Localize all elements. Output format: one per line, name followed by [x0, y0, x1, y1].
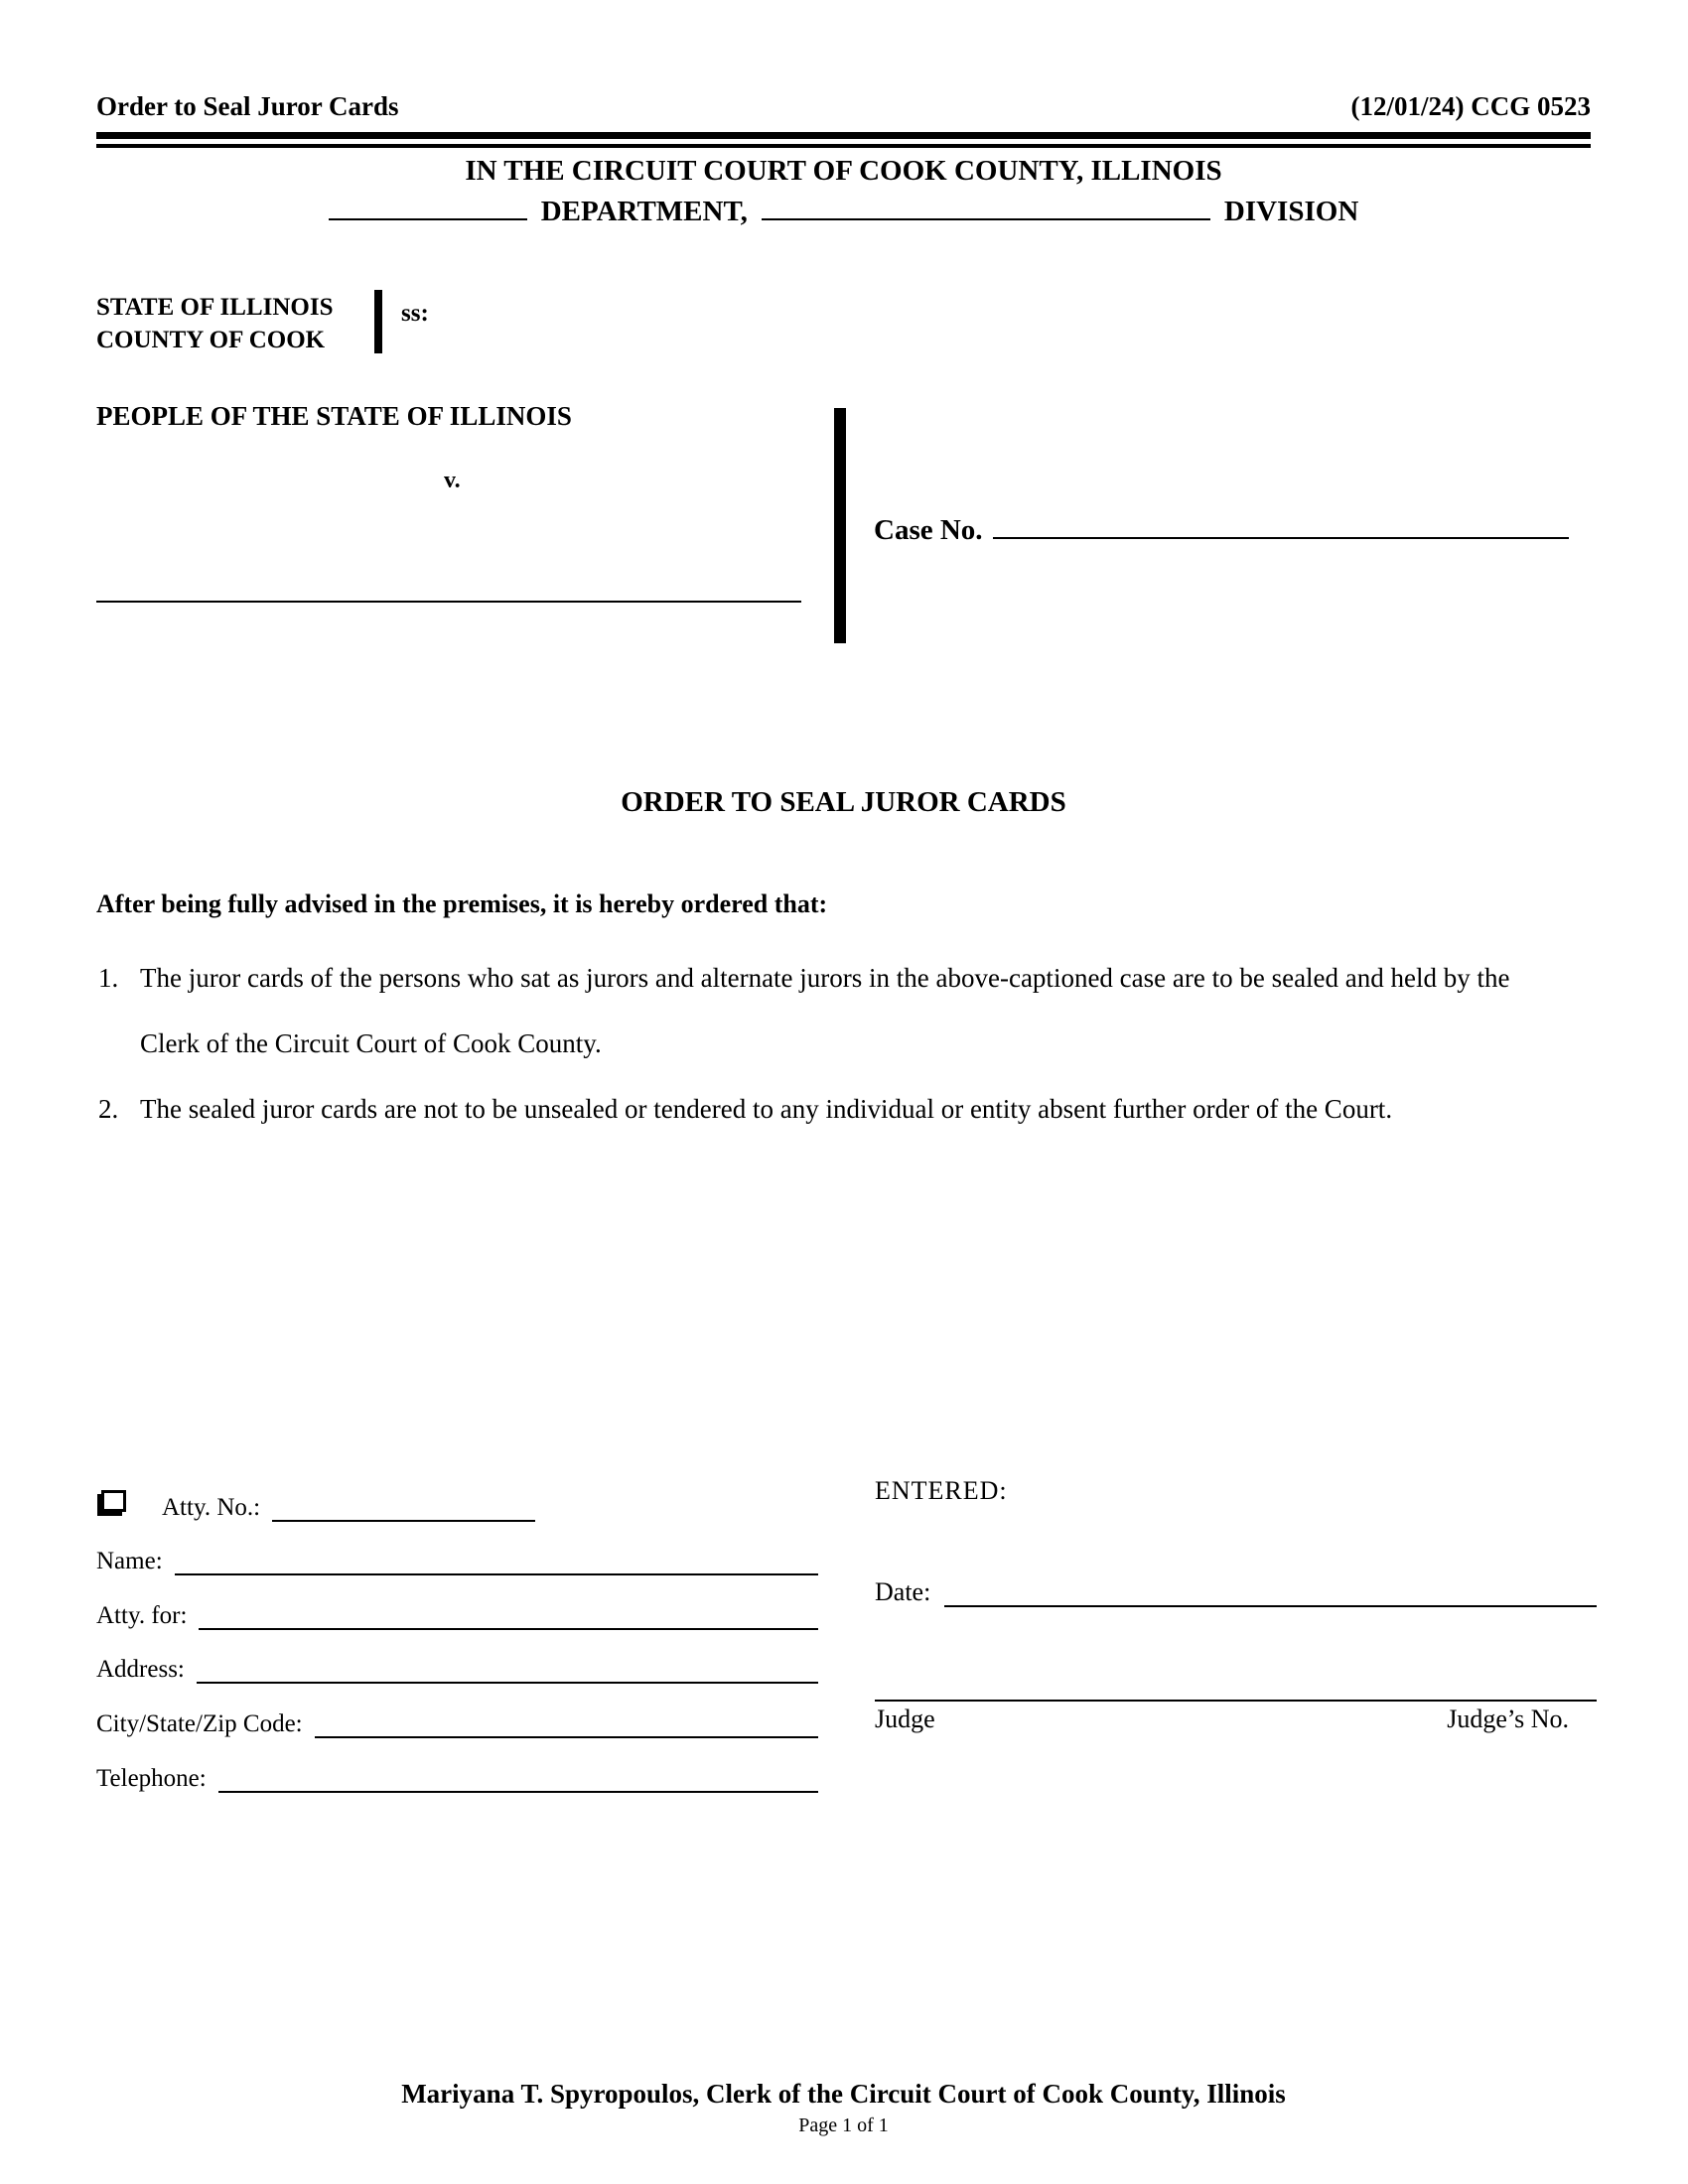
date-row	[875, 1573, 1597, 1607]
telephone-label: Telephone:	[96, 1764, 207, 1792]
header	[96, 91, 1591, 122]
telephone-row	[96, 1738, 818, 1793]
order-list	[96, 945, 1549, 1142]
atty-no-blank[interactable]	[272, 1488, 535, 1522]
court-subtitle	[96, 195, 1591, 228]
plaintiff-name: PEOPLE OF THE STATE OF ILLINOIS	[96, 401, 572, 431]
address-blank[interactable]	[197, 1650, 818, 1684]
telephone-blank[interactable]	[218, 1759, 818, 1793]
versus-label: v.	[444, 468, 461, 493]
judge-signature-row[interactable]	[875, 1700, 1597, 1734]
name-label: Name:	[96, 1548, 163, 1575]
form-title: Order to Seal Juror Cards	[96, 91, 399, 121]
atty-for-label: Atty. for:	[96, 1601, 188, 1629]
city-label: City/State/Zip Code:	[96, 1709, 303, 1737]
department-blank[interactable]	[329, 195, 527, 220]
defendant-blank[interactable]	[96, 601, 801, 603]
order-item-2-number: 2.	[98, 1094, 119, 1124]
clerk-footer-line: Mariyana T. Spyropoulos, Clerk of the Circuit Court of Cook County, Illinois	[401, 2079, 1286, 2109]
venue-state: STATE OF ILLINOIS	[96, 294, 334, 321]
date-label: Date:	[875, 1577, 931, 1606]
case-no-label: Case No.	[874, 514, 983, 546]
entered-label: ENTERED:	[875, 1476, 1008, 1505]
division-label: DIVISION	[1223, 196, 1359, 227]
attorney-block	[96, 1467, 818, 1793]
atty-no-checkbox[interactable]	[101, 1490, 126, 1512]
header-rule-thin	[96, 144, 1591, 148]
department-label: DEPARTMENT,	[540, 196, 748, 227]
city-row	[96, 1684, 818, 1738]
order-item-1-number: 1.	[98, 963, 119, 993]
atty-no-row	[96, 1467, 818, 1522]
order-item-1	[96, 945, 1549, 1076]
address-row	[96, 1630, 818, 1685]
judges-no-label: Judge’s No.	[1447, 1705, 1569, 1733]
name-blank[interactable]	[175, 1542, 818, 1575]
court-title: IN THE CIRCUIT COURT OF COOK COUNTY, ILLINOIS	[465, 155, 1222, 187]
order-item-1-text: The juror cards of the persons who sat as jurors and alternate jurors in the above-captioned case are to be sealed and held by the Clerk of the Circuit Court of Cook County.	[140, 963, 1510, 1058]
atty-for-blank[interactable]	[199, 1596, 818, 1630]
order-item-2-text: The sealed juror cards are not to be unsealed or tendered to any individual or entity absent further order of the Court.	[140, 1094, 1393, 1124]
order-preamble: After being fully advised in the premises, it is hereby ordered that:	[96, 889, 828, 918]
venue-county: COUNTY OF COOK	[96, 327, 326, 353]
date-blank[interactable]	[944, 1573, 1597, 1607]
caption-divider-bar	[834, 408, 846, 643]
ss-separator-bar	[374, 290, 382, 353]
case-no-blank[interactable]	[993, 509, 1569, 539]
city-blank[interactable]	[315, 1705, 818, 1738]
atty-no-label: Atty. No.:	[162, 1493, 261, 1521]
address-label: Address:	[96, 1656, 185, 1684]
page-number: Page 1 of 1	[798, 2115, 889, 2136]
case-number-row	[874, 509, 1569, 547]
form-code: (12/01/24) CCG 0523	[1350, 91, 1591, 121]
judge-label: Judge	[875, 1705, 935, 1733]
header-rule-thick	[96, 132, 1591, 139]
venue-block	[96, 291, 334, 356]
order-item-2	[96, 1076, 1549, 1142]
atty-for-row	[96, 1575, 818, 1630]
name-row	[96, 1522, 818, 1576]
division-blank[interactable]	[762, 195, 1210, 220]
ss-label: ss:	[401, 300, 429, 327]
order-title: ORDER TO SEAL JUROR CARDS	[621, 786, 1066, 818]
